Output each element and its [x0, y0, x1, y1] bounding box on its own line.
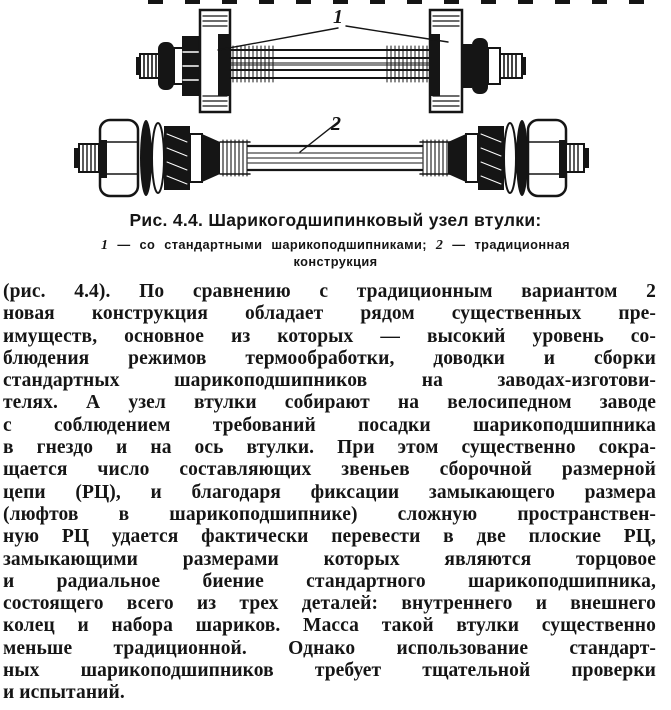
- hub-axle-drawing-traditional: [70, 112, 590, 212]
- text-line: цепи (РЦ), и благодаря фиксации замыкающего размера: [3, 481, 656, 503]
- text-line: (люфтов в шарикоподшипнике) сложную пространствен-: [3, 503, 656, 525]
- text-line: ную РЦ удается фактически перевести в две плоские РЦ,: [3, 526, 656, 548]
- legend-item2-dash: —: [452, 237, 466, 252]
- legend-item2-text: традиционная: [474, 237, 571, 252]
- text-line: стандартных шарикоподшипников на заводах-изготови-: [3, 370, 656, 392]
- text-line: в гнездо и на ось втулки. При этом существенно сокра-: [3, 437, 656, 459]
- text-line: состоящего всего из трех деталей: внутреннего и внешнего: [3, 593, 656, 615]
- text-line: меньше традиционной. Однако использование стандарт-: [3, 637, 656, 659]
- body-paragraph: [3, 281, 656, 705]
- figure-caption: Рис. 4.4. Шарикогодшипинковый узел втулки:: [129, 210, 542, 230]
- text-line: ных шарикоподшипников требует тщательной проверки: [3, 660, 656, 682]
- figure-legend: [0, 237, 671, 270]
- text-line: и испытаний.: [3, 682, 125, 704]
- hub-axle-drawing-standard: [130, 4, 530, 116]
- text-line: замыкающими размерами которых являются торцовое: [3, 548, 656, 570]
- legend-item1-dash: —: [117, 237, 131, 252]
- figure-part-label-2: 2: [331, 113, 341, 135]
- figure-legend-line1: [0, 237, 671, 254]
- text-line: (рис. 4.4). По сравнению с традиционным вариантом 2: [3, 281, 656, 302]
- figure-part-label-1: 1: [333, 6, 343, 28]
- text-line: телях. А узел втулки собирают на велосипедном заводе: [3, 392, 656, 414]
- text-line: новая конструкция обладает рядом существенных пре-: [3, 303, 656, 325]
- legend-item1-number: 1: [100, 238, 109, 253]
- text-line: и радиальное биение стандартного шарикоподшипника,: [3, 570, 656, 592]
- text-line: блюдения режимов термообработки, доводки и сборки: [3, 347, 656, 369]
- legend-item1-text: со стандартными шарикоподшипниками;: [139, 237, 427, 252]
- text-line: щается число составляющих звеньев сборочной размерной: [3, 459, 656, 481]
- figure-legend-line2: конструкция: [293, 254, 378, 269]
- text-line: с соблюдением требований посадки шарикоподшипника: [3, 414, 656, 436]
- text-line: колец и набора шариков. Масса такой втулки существенно: [3, 615, 656, 637]
- legend-item2-number: 2: [435, 238, 444, 253]
- text-line: имуществ, основное из которых — высокий уровень со-: [3, 325, 656, 347]
